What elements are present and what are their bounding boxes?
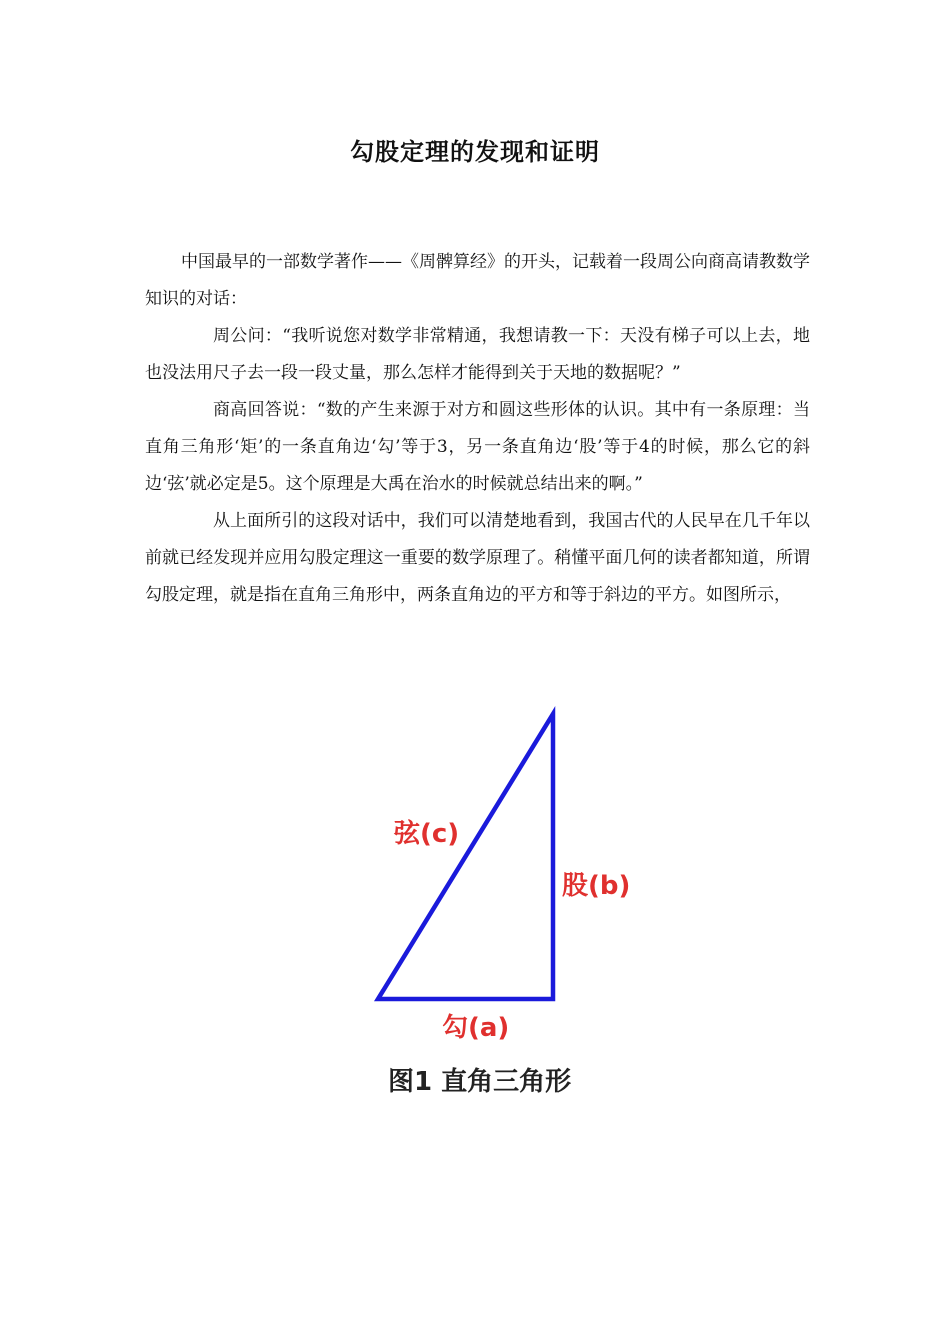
triangle-diagram [360, 700, 660, 1110]
figure-caption: 图1 直角三角形 [388, 1067, 572, 1097]
leg-b-label: 股(b) [562, 871, 631, 901]
leg-a-label: 勾(a) [442, 1013, 510, 1043]
paragraph-conclusion: 从上面所引的这段对话中，我们可以清楚地看到，我国古代的人民早在几千年以前就已经发现并应用勾股定理这一重要的数学原理了。稍懂平面几何的读者都知道，所谓勾股定理，就是指在直角三角形中，两条直角边的平方和等于斜边的平方。如图所示， [145, 511, 810, 605]
paragraph-shanggao-answer: 商高回答说：“数的产生来源于对方和圆这些形体的认识。其中有一条原理：当直角三角形‘矩’的一条直角边‘勾’等于3，另一条直角边‘股’等于4的时候，那么它的斜边‘弦’就必定是5。这个原理是大禹在治水的时候就总结出来的啊。” [145, 400, 810, 494]
paragraph-intro: 中国最早的一部数学著作——《周髀算经》的开头，记载着一段周公向商高请教数学知识的对话： [145, 252, 810, 309]
hypotenuse-label: 弦(c) [394, 819, 460, 849]
paragraph-zhougong-question: 周公问：“我听说您对数学非常精通，我想请教一下：天没有梯子可以上去，地也没法用尺子去一段一段丈量，那么怎样才能得到关于天地的数据呢？” [145, 326, 810, 383]
body-text [145, 244, 810, 614]
right-triangle-shape [378, 714, 553, 999]
page-title: 勾股定理的发现和证明 [350, 138, 600, 166]
right-triangle-figure [360, 700, 660, 1110]
